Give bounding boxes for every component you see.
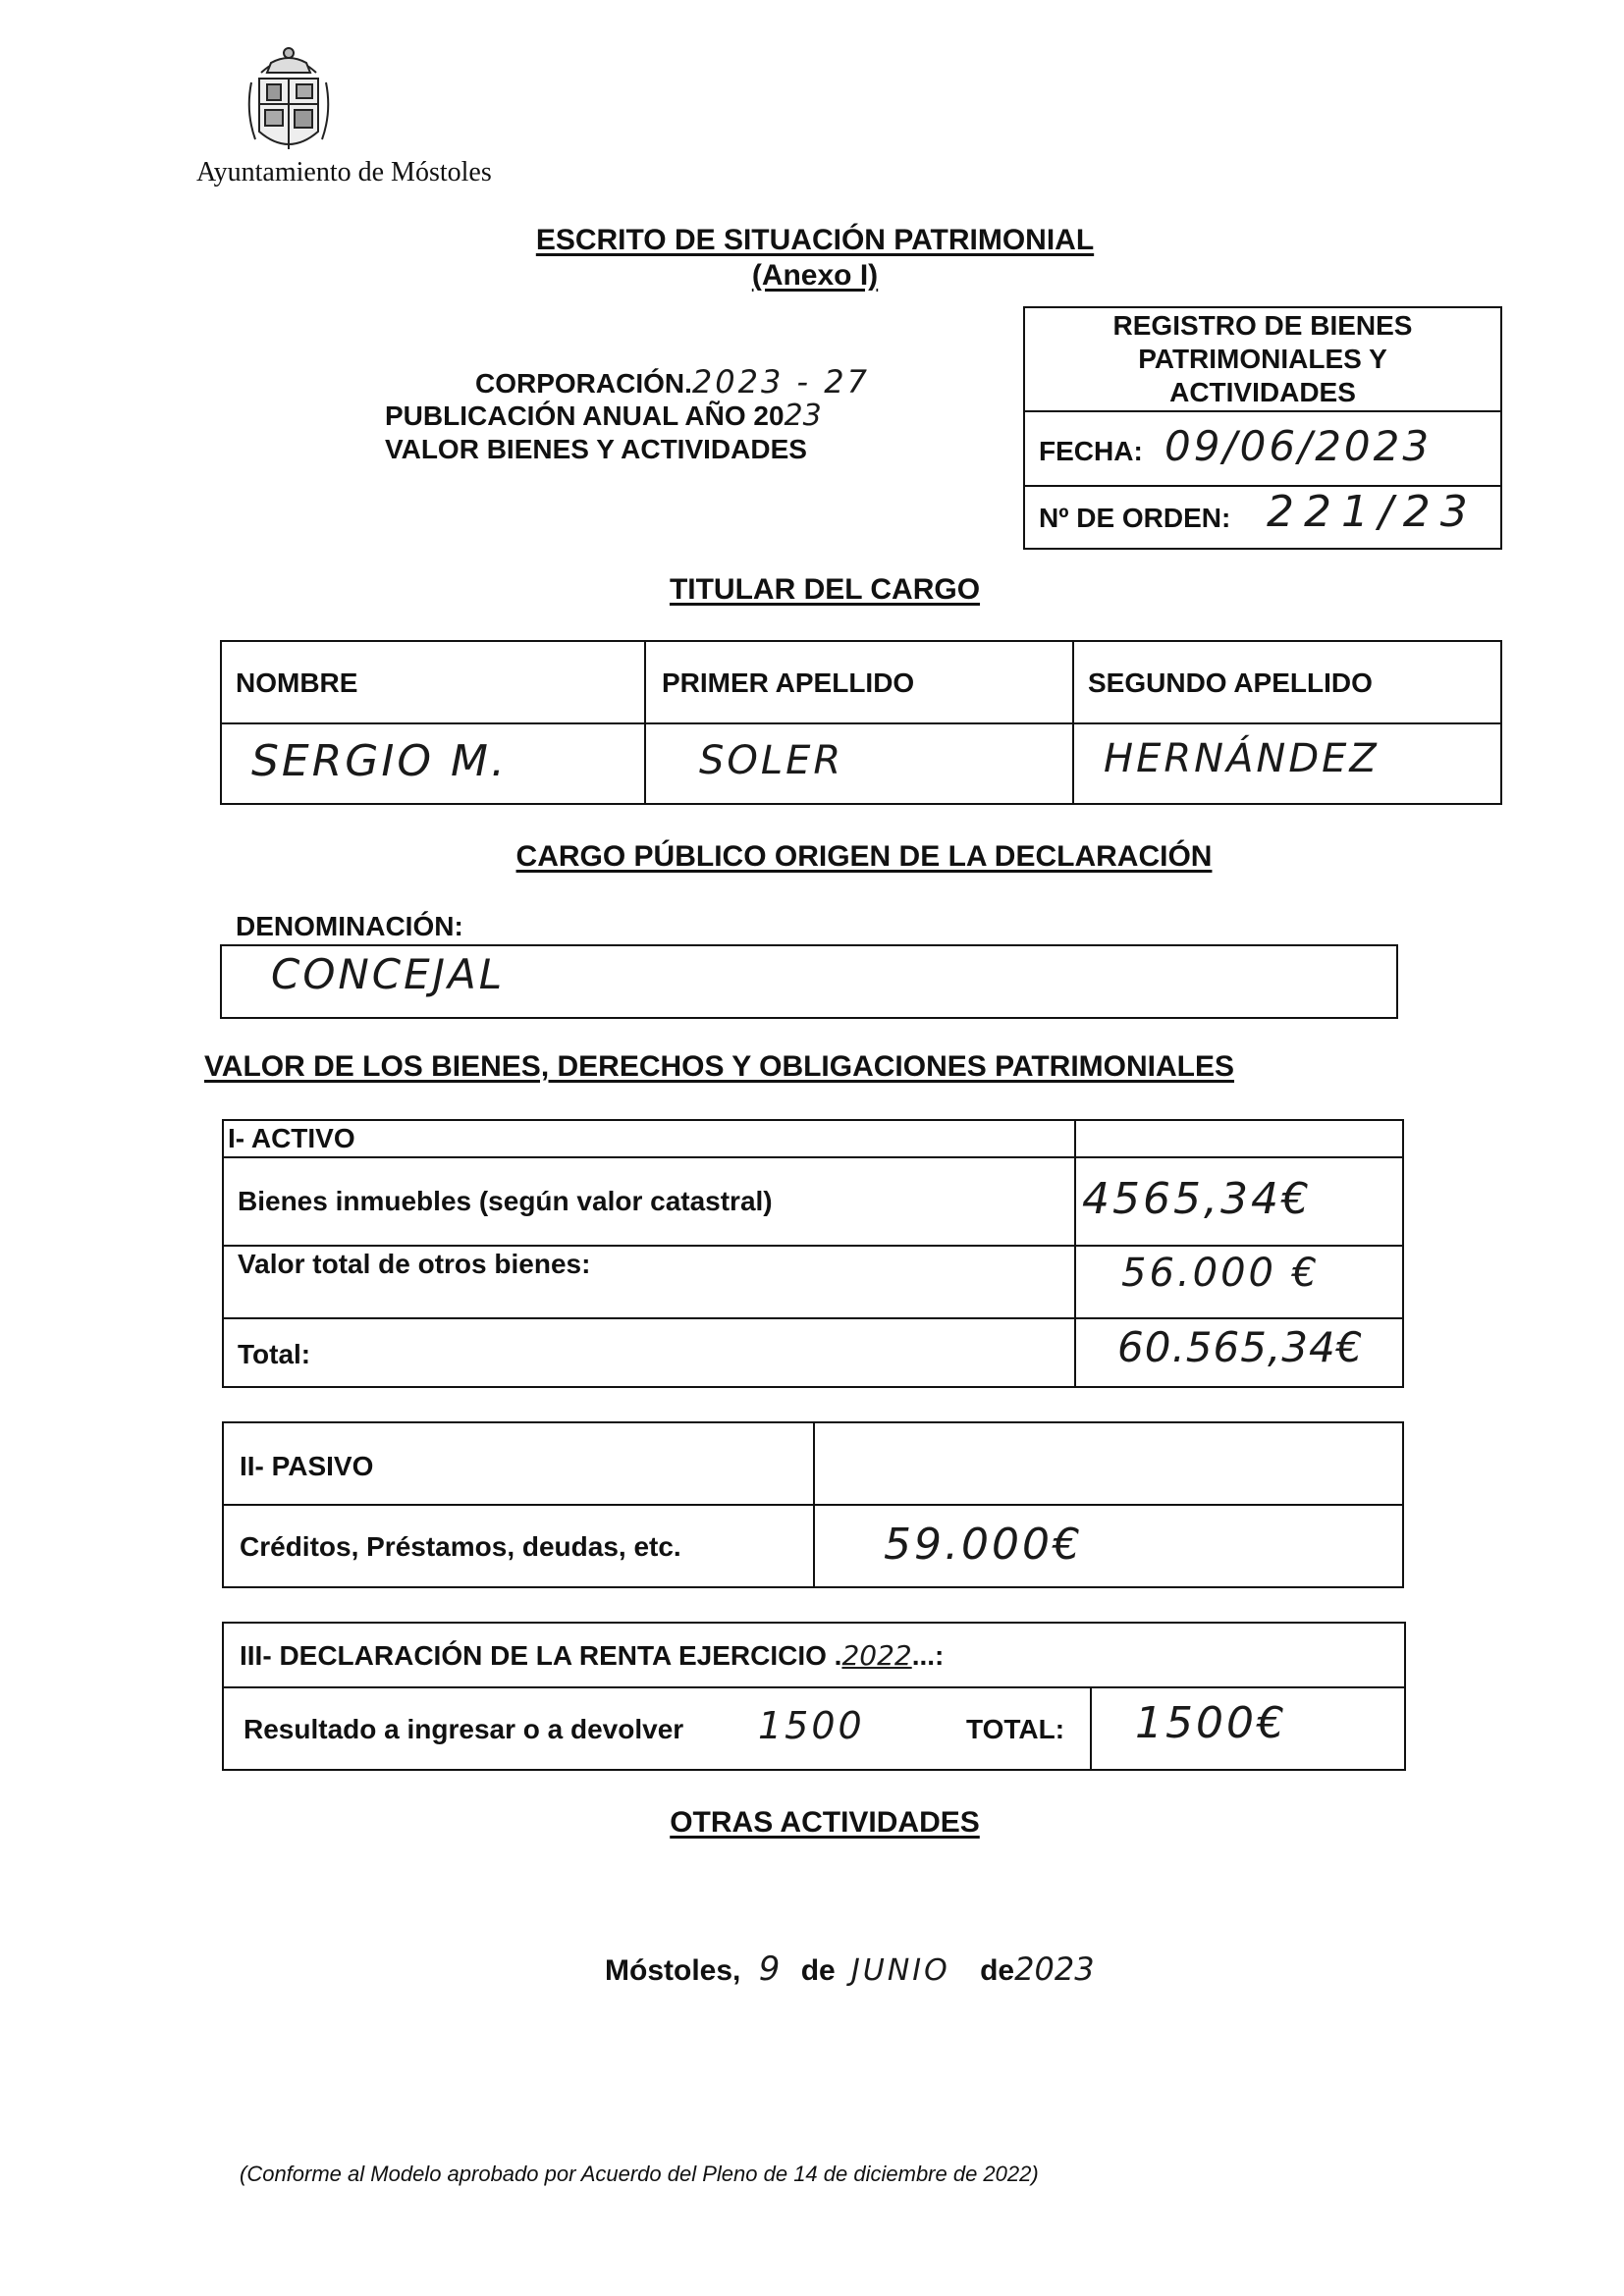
denominacion-value: CONCEJAL (271, 950, 506, 998)
publicacion-label: PUBLICACIÓN ANUAL AÑO 20 (385, 400, 785, 431)
coat-of-arms-logo (242, 43, 336, 161)
nombre-value: SERGIO M. (251, 736, 508, 786)
orden-value: 221/23 (1267, 487, 1478, 537)
firma-prefix: Móstoles, (605, 1954, 741, 1987)
orden-label: Nº DE ORDEN: (1039, 503, 1231, 533)
activo-total-label: Total: (238, 1339, 311, 1369)
registro-divider-1 (1023, 410, 1502, 412)
col-nombre: NOMBRE (236, 667, 358, 698)
titular-row-divider (220, 722, 1502, 724)
renta-total-value: 1500€ (1135, 1698, 1287, 1748)
registro-heading-3: ACTIVIDADES (1169, 377, 1356, 407)
activo-total-value: 60.565,34€ (1117, 1323, 1364, 1371)
activo-row-divider-3 (222, 1317, 1404, 1319)
renta-heading-prefix: III- DECLARACIÓN DE LA RENTA EJERCICIO . (240, 1640, 842, 1671)
fecha-value: 09/06/2023 (1164, 422, 1433, 470)
titular-col-divider-1 (644, 640, 646, 805)
primer-apellido-value: SOLER (699, 738, 844, 783)
resultado-label: Resultado a ingresar o a devolver (244, 1714, 684, 1744)
publicacion-year: 23 (784, 399, 822, 433)
renta-col-divider (1090, 1686, 1092, 1771)
creditos-label: Créditos, Préstamos, deudas, etc. (240, 1531, 681, 1562)
registro-heading-1: REGISTRO DE BIENES (1112, 310, 1413, 341)
otros-bienes-label: Valor total de otros bienes: (238, 1249, 591, 1279)
denominacion-label: DENOMINACIÓN: (236, 911, 463, 941)
col-segundo-apellido: SEGUNDO APELLIDO (1088, 667, 1373, 698)
renta-total-label: TOTAL: (966, 1714, 1065, 1744)
renta-heading-suffix: ...: (911, 1640, 945, 1671)
footer-note: (Conforme al Modelo aprobado por Acuerdo del Pleno de 14 de diciembre de 2022) (240, 2162, 1039, 2186)
inmuebles-label: Bienes inmuebles (según valor catastral) (238, 1186, 773, 1216)
renta-year: 2022 (841, 1639, 912, 1672)
firma-de-1: de (800, 1954, 836, 1987)
fecha-label: FECHA: (1039, 436, 1143, 466)
document-subtitle: (Anexo I) (751, 259, 879, 292)
renta-heading (240, 1639, 944, 1672)
activo-col-divider (1074, 1119, 1076, 1388)
firma-line (605, 1949, 1095, 1989)
firma-day: 9 (758, 1949, 784, 1989)
valor-bienes-line: VALOR BIENES Y ACTIVIDADES (385, 434, 807, 464)
titular-col-divider-2 (1072, 640, 1074, 805)
resultado-value: 1500 (758, 1704, 865, 1747)
pasivo-heading: II- PASIVO (240, 1451, 374, 1481)
firma-month: JUNIO (851, 1953, 950, 1988)
corporacion-label: CORPORACIÓN. (475, 368, 692, 399)
segundo-apellido-value: HERNÁNDEZ (1104, 736, 1380, 781)
pasivo-col-divider (813, 1421, 815, 1588)
activo-row-divider-2 (222, 1245, 1404, 1247)
col-primer-apellido: PRIMER APELLIDO (662, 667, 915, 698)
corporacion-line (475, 363, 870, 400)
institution-name: Ayuntamiento de Móstoles (196, 157, 492, 187)
cargo-heading: CARGO PÚBLICO ORIGEN DE LA DECLARACIÓN (515, 840, 1213, 873)
document-title: ESCRITO DE SITUACIÓN PATRIMONIAL (535, 224, 1095, 256)
renta-row-divider (222, 1686, 1406, 1688)
creditos-value: 59.000€ (884, 1520, 1083, 1570)
titular-heading: TITULAR DEL CARGO (669, 573, 981, 606)
otros-bienes-value: 56.000 € (1121, 1251, 1321, 1296)
activo-row-divider-1 (222, 1156, 1404, 1158)
corporacion-value: 2023 - 27 (691, 363, 870, 400)
inmuebles-value: 4565,34€ (1082, 1174, 1312, 1224)
firma-year: 2023 (1014, 1950, 1095, 1988)
valor-heading: VALOR DE LOS BIENES, DERECHOS Y OBLIGACIONES PATRIMONIALES (204, 1050, 1235, 1083)
registro-heading-2: PATRIMONIALES Y (1138, 344, 1387, 374)
firma-de-2: de (980, 1954, 1015, 1987)
otras-actividades-heading: OTRAS ACTIVIDADES (670, 1806, 980, 1839)
publicacion-line (385, 399, 822, 433)
activo-heading: I- ACTIVO (228, 1123, 355, 1153)
